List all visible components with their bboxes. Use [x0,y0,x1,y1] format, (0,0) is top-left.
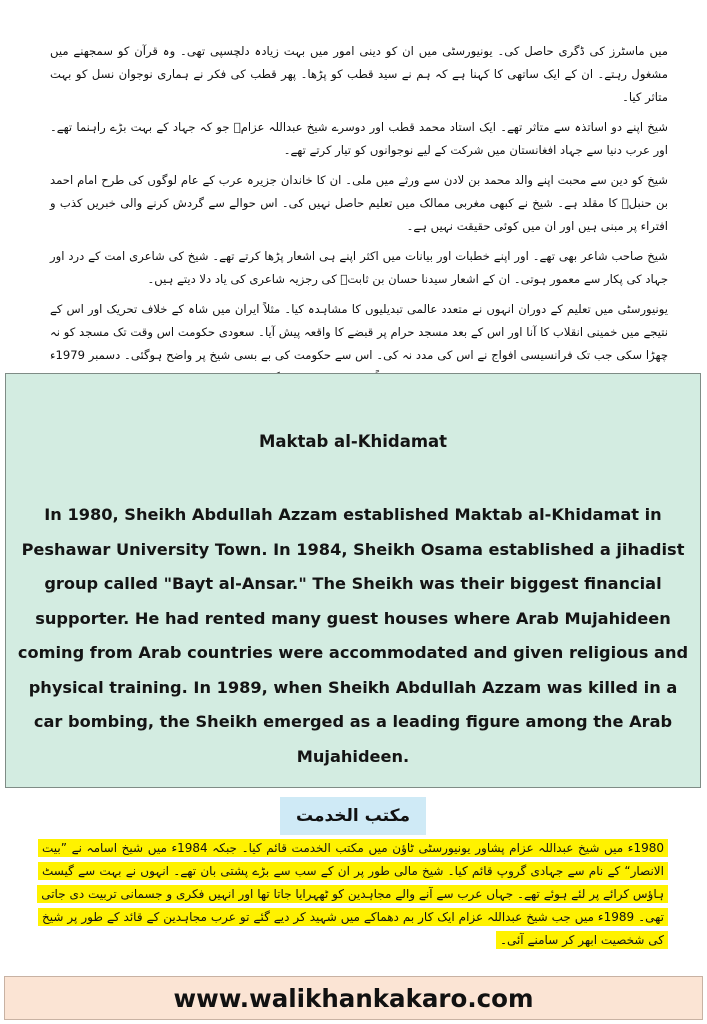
website-url[interactable]: www.walikhankakaro.com [173,984,534,1013]
urdu-highlighted-paragraph [38,837,668,952]
english-box-body: In 1980, Sheikh Abdullah Azzam established Maktab al-Khidamat in Peshawar University Town. In 1984, Sheikh Osama established a jihadist group called "Bayt al-Ansar." The Sheikh was their biggest financial supporter. He had rented many guest houses where Arab Mujahideen coming from Arab countries were accommodated and given religious and physical training. In 1989, when Sheikh Abdullah Azzam was killed in a car bombing, the Sheikh emerged as a leading figure among the Arab Mujahideen. [17,505,689,766]
urdu-paragraph: شیخ اپنے دو اساتذہ سے متاثر تھے۔ ایک استاد محمد قطب اور دوسرے شیخ عبداللہ عزامؒ جو کہ جہاد کے بہت بڑے راہنما تھے۔ اور عرب دنیا سے جہاد افغانستان میں شرکت کے لیے نوجوانوں کو تیار کرتے تھے۔ [50,120,668,157]
urdu-paragraph: یونیورسٹی میں تعلیم کے دوران انہوں نے متعدد عالمی تبدیلیوں کا مشاہدہ کیا۔ مثلاً ایران میں شاہ کے خلاف تحریک اور اس کے نتیجے میں خمینی انقلاب کا آنا اور اس کے بعد مسجد حرام پر قبضے کا واقعہ پیش آیا۔ سعودی حکومت اس وقت تک مسجد کو نہ چھڑا سکی جب تک فرانسیسی افواج نے اس کی مدد نہ کی۔ اس سے حکومت کی بے بسی شیخ پر واضح ہوگئی۔ دسمبر 1979ء [50,302,668,362]
urdu-article-text [50,40,668,390]
english-box-title: Maktab al-Khidamat [258,432,448,451]
english-translation-box [5,373,701,788]
urdu-paragraph: شیخ صاحب شاعر بھی تھے۔ اور اپنے خطبات اور بیانات میں اکثر اپنے ہی اشعار پڑھا کرتے تھے۔ شیخ کی شاعری امت کے درد اور جہاد کی پکار سے معمور ہوتی۔ ان کے اشعار سیدنا حسان بن ثابتؓ کی رجزیہ شاعری کی یاد دلا دیتے ہیں۔ [50,249,668,286]
urdu-section-title: مکتب الخدمت [280,797,426,835]
urdu-highlighted-text: 1980ء میں شیخ عبداللہ عزام پشاور یونیورسٹی ٹاؤن میں مکتب الخدمت قائم کیا۔ جبکہ 1984ء میں شیخ اسامہ نے ”بیت الانصار“ کے نام سے جہادی گروپ قائم کیا۔ شیخ مالی طور پر ان کے سب سے بڑے پشتی بان تھے۔ انہوں نے بہت سے گیسٹ ہاؤس کرائے پر لئے ہوئے تھے۔ جہاں عرب سے آنے والے مجاہدین کو ٹھہرایا جاتا تھا اور انہیں فکری و جسمانی تربیت دی جاتی تھی۔ 1989ء میں جب شیخ عبداللہ عزام ایک کار بم دھماکے میں شہید کر دیے گئے تو عرب مجاہدین کے قائد کے طور پر شیخ کی شخصیت ابھر کر سامنے آئی۔ [37,839,668,949]
urdu-paragraph: شیخ کو دین سے محبت اپنے والد محمد بن لادن سے ورثے میں ملی۔ ان کا خاندان جزیرہ عرب کے عام لوگوں کی طرح امام احمد بن حنبلؒ کا مقلد ہے۔ شیخ نے کبھی مغربی ممالک میں تعلیم حاصل نہیں کی۔ اس حوالے سے گردش کرنے والی خبریں کذب و افتراء پر مبنی ہیں اور ان میں کوئی حقیقت نہیں ہے۔ [50,173,668,233]
footer-website-banner [4,976,703,1020]
urdu-paragraph: میں ماسٹرز کی ڈگری حاصل کی۔ یونیورسٹی میں ان کو دینی امور میں بہت زیادہ دلچسپی تھی۔ وہ قرآن کو سمجھنے میں مشغول رہتے۔ ان کے ایک ساتھی کا کہنا ہے کہ ہم نے سید قطب کو پڑھا۔ پھر قطب کی فکر نے ہماری نوجوان نسل کو بہت متاثر کیا۔ [50,44,668,104]
